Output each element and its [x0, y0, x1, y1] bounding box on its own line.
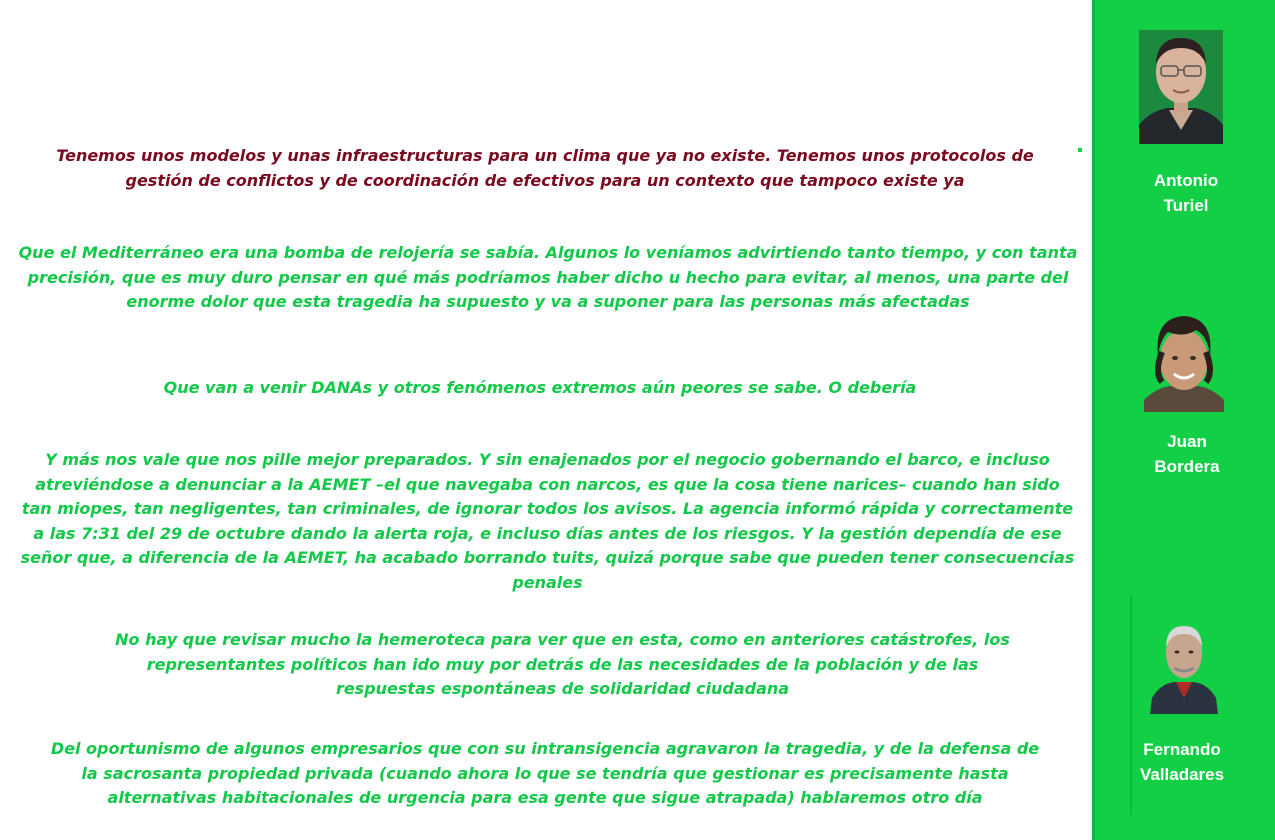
quote-1: Tenemos unos modelos y unas infraestructuras para un clima que ya no existe. Tenemos unos protocolos de gestión de conflictos y de coordinación de efectivos para un contexto que tampoco existe ya — [56, 146, 1034, 190]
portrait-illustration — [1139, 30, 1223, 144]
sidebar-edge — [1092, 0, 1095, 840]
author-last-name: Bordera — [1154, 457, 1220, 476]
avatar-photo — [1144, 312, 1224, 412]
author-last-name: Turiel — [1163, 196, 1209, 215]
quote-4: Y más nos vale que nos pille mejor preparados. Y sin enajenados por el negocio gobernando el barco, e incluso atreviéndose a denunciar a la AEMET –el que navegaba con narcos, es que la cosa tiene narices– cuando han sido tan miopes, tan negligentes, tan criminales, de ignorar todos los avisos. La agencia informó rápida y correctamente a las 7:31 del 29 de octubre dando la alerta roja, e incluso días antes de los riesgos. Y la gestión dependía de ese señor que, a diferencia de la AEMET, ha acabado borrando tuits, quizá porque sabe que pueden tener consecuencias penales — [20, 450, 1075, 592]
quote-2: Que el Mediterráneo era una bomba de relojería se sabía. Algunos lo veníamos advirtiendo tanto tiempo, y con tanta precisión, que es muy duro pensar en qué más podríamos haber dicho u hecho para evitar, al menos, una parte del enorme dolor que esta tragedia ha supuesto y va a suponer para las personas más afectadas — [18, 243, 1078, 311]
decorative-dot — [1078, 148, 1082, 152]
quote-6: Del oportunismo de algunos empresarios que con su intransigencia agravaron la tragedia, y de la defensa de la sacrosanta propiedad privada (cuando ahora lo que se tendría que gestionar es precisamente hasta alternativas habitacionales de urgencia para esa gente que sigue atrapada) hablaremos otro día — [50, 739, 1040, 807]
author-last-name: Valladares — [1139, 765, 1225, 784]
author-sidebar — [1092, 0, 1275, 840]
author-first-name: Antonio — [1153, 171, 1219, 190]
avatar-photo — [1150, 618, 1218, 714]
quote-3: Que van a venir DANAs y otros fenómenos extremos aún peores se sabe. O debería — [163, 378, 917, 397]
portrait-illustration — [1144, 312, 1224, 412]
quote-5: No hay que revisar mucho la hemeroteca para ver que en esta, como en anteriores catástrofes, los representantes políticos han ido muy por detrás de las necesidades de la población y de las respuestas espontáneas de solidaridad ciudadana — [115, 630, 1010, 698]
author-name-antonio-turiel — [1092, 168, 1275, 218]
author-first-name: Juan — [1167, 432, 1207, 451]
avatar-photo — [1139, 30, 1223, 144]
portrait-illustration — [1150, 618, 1218, 714]
author-name-juan-bordera — [1092, 429, 1275, 479]
author-name-fernando-valladares — [1092, 737, 1272, 787]
author-first-name: Fernando — [1143, 740, 1221, 759]
